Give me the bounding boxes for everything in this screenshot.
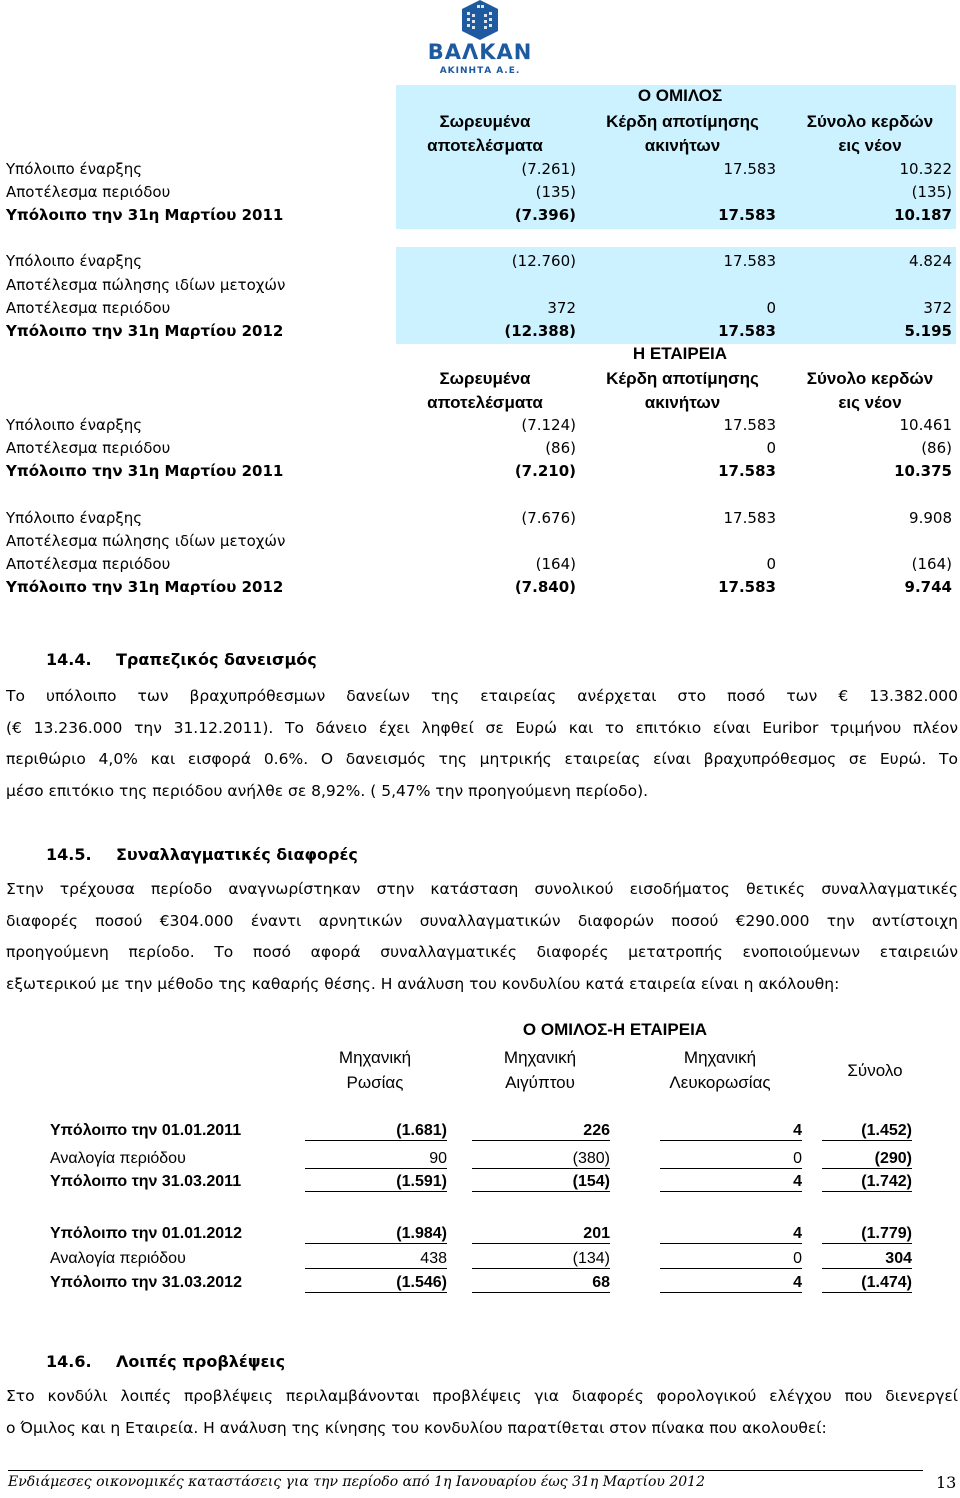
table-cell: (7.396) (514, 206, 576, 224)
column-header: Σύνολο κερδών (806, 112, 934, 131)
column-header: αποτελέσματα (427, 393, 543, 412)
table-cell: 10.187 (894, 206, 952, 224)
row-label: Αποτέλεσμα πώλησης ιδίων μετοχών (6, 276, 286, 294)
column-header: Μηχανική (503, 1048, 577, 1067)
table-cell: (1.681) (305, 1122, 447, 1141)
table-cell: (1.742) (822, 1173, 912, 1192)
table-cell: (7.840) (514, 578, 576, 596)
row-label: Αποτέλεσμα περιόδου (6, 555, 171, 573)
table-title: Ο ΟΜΙΛΟΣ (637, 86, 723, 105)
table-cell: 17.583 (718, 322, 776, 340)
footer-text: Ενδιάμεσες οικονομικές καταστάσεις για την περίοδο από 1η Ιανουαρίου έως 31η Μαρτίου 2012 (8, 1474, 705, 1490)
row-label: Αποτέλεσμα περιόδου (6, 299, 171, 317)
logo-brand-text: ΒΑΛΚΑΝ (427, 40, 533, 64)
table-cell: 90 (305, 1150, 447, 1169)
table-cell: (135) (535, 183, 576, 201)
table-cell: (1.779) (822, 1225, 912, 1244)
paragraph-line: ο Όμιλος και η Εταιρεία. Η ανάλυση της κίνησης του κονδυλίου παρατίθεται στον πίνακα που ακολουθεί: (6, 1418, 827, 1437)
table-cell: (7.676) (521, 509, 576, 527)
table-cell: 372 (923, 299, 952, 317)
row-label: Υπόλοιπο την 01.01.2012 (50, 1225, 242, 1242)
section-heading: Τραπεζικός δανεισμός (116, 650, 317, 669)
row-label: Υπόλοιπο την 31.03.2012 (50, 1274, 242, 1291)
table-cell: (12.388) (504, 322, 576, 340)
table-cell: (1.984) (305, 1225, 447, 1244)
table-cell: 9.908 (909, 509, 952, 527)
table-cell: 10.322 (899, 160, 952, 178)
paragraph-line: διαφορές ποσού €304.000 έναντι αρνητικών συναλλαγματικών διαφορών ποσού €290.000 την αντίστοιχη (6, 911, 958, 930)
paragraph-line: περιθώριο 4,0% και εισφορά 0.6%. Ο δανεισμός της μητρικής εταιρείας είναι βραχυπρόθεσμος σε Ευρώ. Το (6, 750, 958, 768)
table-cell: 304 (822, 1250, 912, 1269)
row-label: Αναλογία περιόδου (50, 1150, 186, 1167)
table-cell: (164) (911, 555, 952, 573)
table-cell: (135) (911, 183, 952, 201)
row-label: Αποτέλεσμα περιόδου (6, 183, 171, 201)
table-cell: 4 (660, 1122, 802, 1141)
table-cell: 4 (660, 1225, 802, 1244)
paragraph-line: Στην τρέχουσα περίοδο αναγνωρίστηκαν στην κατάσταση συνολικού εισοδήματος θετικές συναλλαγματικές (6, 880, 958, 898)
table-cell: (380) (472, 1150, 610, 1169)
table-title: Ο ΟΜΙΛΟΣ-Η ΕΤΑΙΡΕΙΑ (522, 1020, 708, 1039)
table-cell: 17.583 (718, 206, 776, 224)
row-label: Υπόλοιπο την 01.01.2011 (50, 1122, 242, 1139)
table-cell: 0 (660, 1150, 802, 1169)
row-label: Υπόλοιπο έναρξης (6, 160, 143, 178)
table-cell: 4.824 (909, 252, 952, 270)
table-cell: 226 (472, 1122, 610, 1141)
table-cell: (1.452) (822, 1122, 912, 1141)
row-label: Υπόλοιπο την 31η Μαρτίου 2012 (6, 578, 284, 596)
row-label: Υπόλοιπο την 31η Μαρτίου 2011 (6, 462, 284, 480)
table-cell: (164) (535, 555, 576, 573)
row-label: Αποτέλεσμα πώλησης ιδίων μετοχών (6, 532, 286, 550)
table-cell: (1.474) (822, 1274, 912, 1293)
table-cell: (1.546) (305, 1274, 447, 1293)
column-header: Αιγύπτου (505, 1073, 575, 1092)
table-cell: (7.124) (521, 416, 576, 434)
column-header: Σωρευμένα (439, 369, 531, 388)
section-heading: Λοιπές προβλέψεις (116, 1352, 286, 1371)
column-header: Σύνολο (847, 1061, 903, 1080)
paragraph-line: Στο κονδύλι λοιπές προβλέψεις περιλαμβάνονται προβλέψεις για διαφορές φορολογικού ελέγχου που διενεργεί (6, 1387, 958, 1405)
table-cell: 17.583 (723, 509, 776, 527)
footer-divider (8, 1470, 923, 1471)
row-label: Υπόλοιπο την 31η Μαρτίου 2012 (6, 322, 284, 340)
column-header: Μηχανική (338, 1048, 412, 1067)
column-header: αποτελέσματα (427, 136, 543, 155)
table-cell: 372 (547, 299, 576, 317)
row-label: Αποτέλεσμα περιόδου (6, 439, 171, 457)
table-cell: 0 (766, 299, 776, 317)
table-cell: 438 (305, 1250, 447, 1269)
column-header: Κέρδη αποτίμησης (606, 369, 759, 388)
logo-subtitle: ΑΚΙΝΗΤΑ Α.Ε. (439, 66, 521, 76)
table-cell: 17.583 (718, 578, 776, 596)
table-cell: (86) (545, 439, 576, 457)
table-cell: 17.583 (723, 252, 776, 270)
table-cell: (7.261) (521, 160, 576, 178)
table-cell: 0 (766, 555, 776, 573)
section-number: 14.5. (46, 845, 92, 864)
table-cell: (7.210) (514, 462, 576, 480)
column-header: Σύνολο κερδών (806, 369, 934, 388)
row-label: Υπόλοιπο την 31η Μαρτίου 2011 (6, 206, 284, 224)
section-paragraph (6, 681, 958, 807)
table-cell: 17.583 (718, 462, 776, 480)
page-number: 13 (936, 1473, 957, 1492)
table-cell: 17.583 (723, 416, 776, 434)
table-cell: 17.583 (723, 160, 776, 178)
column-header: ακινήτων (644, 136, 721, 155)
table-title: Η ΕΤΑΙΡΕΙΑ (632, 344, 728, 363)
table-cell: 0 (766, 439, 776, 457)
table-cell: (134) (472, 1250, 610, 1269)
column-header: Σωρευμένα (439, 112, 531, 131)
row-label: Υπόλοιπο έναρξης (6, 252, 143, 270)
row-label: Υπόλοιπο έναρξης (6, 509, 143, 527)
table-cell: 10.375 (894, 462, 952, 480)
column-header: Κέρδη αποτίμησης (606, 112, 759, 131)
section-paragraph (6, 874, 958, 1000)
column-header: Ρωσίας (346, 1073, 404, 1092)
table-cell: (86) (921, 439, 952, 457)
section-number: 14.6. (46, 1352, 92, 1371)
paragraph-line: προηγούμενη περίοδο. Το ποσό αφορά συναλλαγματικές διαφορές μετατροπής ενοποιούμενων εταιρειών (6, 943, 958, 961)
table-cell: 4 (660, 1274, 802, 1293)
row-label: Αναλογία περιόδου (50, 1250, 186, 1267)
table-cell: (1.591) (305, 1173, 447, 1192)
table-cell: (290) (822, 1150, 912, 1169)
table-cell: 201 (472, 1225, 610, 1244)
table-cell: 9.744 (904, 578, 952, 596)
table-cell: 4 (660, 1173, 802, 1192)
section-paragraph (6, 1381, 958, 1444)
row-label: Υπόλοιπο την 31.03.2011 (50, 1173, 242, 1190)
table-cell: (12.760) (511, 252, 576, 270)
row-label: Υπόλοιπο έναρξης (6, 416, 143, 434)
table-cell: 10.461 (899, 416, 952, 434)
section-heading: Συναλλαγματικές διαφορές (116, 845, 358, 864)
paragraph-line: (€ 13.236.000 την 31.12.2011). Το δάνειο έχει ληφθεί σε Ευρώ και το επιτόκιο είναι Euribor τριμήνου πλέον (6, 718, 958, 737)
paragraph-line: μέσο επιτόκιο της περιόδου ανήλθε σε 8,92%. ( 5,47% την προηγούμενη περίοδο). (6, 781, 649, 800)
table-cell: (154) (472, 1173, 610, 1192)
column-header: εις νέον (838, 393, 902, 412)
column-header: Λευκορωσίας (669, 1073, 771, 1092)
building-logo-icon (462, 0, 498, 40)
company-logo (424, 0, 536, 80)
column-header: ακινήτων (644, 393, 721, 412)
table-cell: 68 (472, 1274, 610, 1293)
paragraph-line: Το υπόλοιπο των βραχυπρόθεσμων δανείων της εταιρείας ανέρχεται στο ποσό των € 13.382.000 (6, 687, 958, 705)
column-header: εις νέον (838, 136, 902, 155)
table-cell: 0 (660, 1250, 802, 1269)
section-number: 14.4. (46, 650, 92, 669)
paragraph-line: εξωτερικού με την μέθοδο της καθαρής θέσης. Η ανάλυση του κονδυλίου κατά εταιρεία είναι η ακόλουθη: (6, 974, 840, 993)
table-cell: 5.195 (904, 322, 952, 340)
column-header: Μηχανική (683, 1048, 757, 1067)
